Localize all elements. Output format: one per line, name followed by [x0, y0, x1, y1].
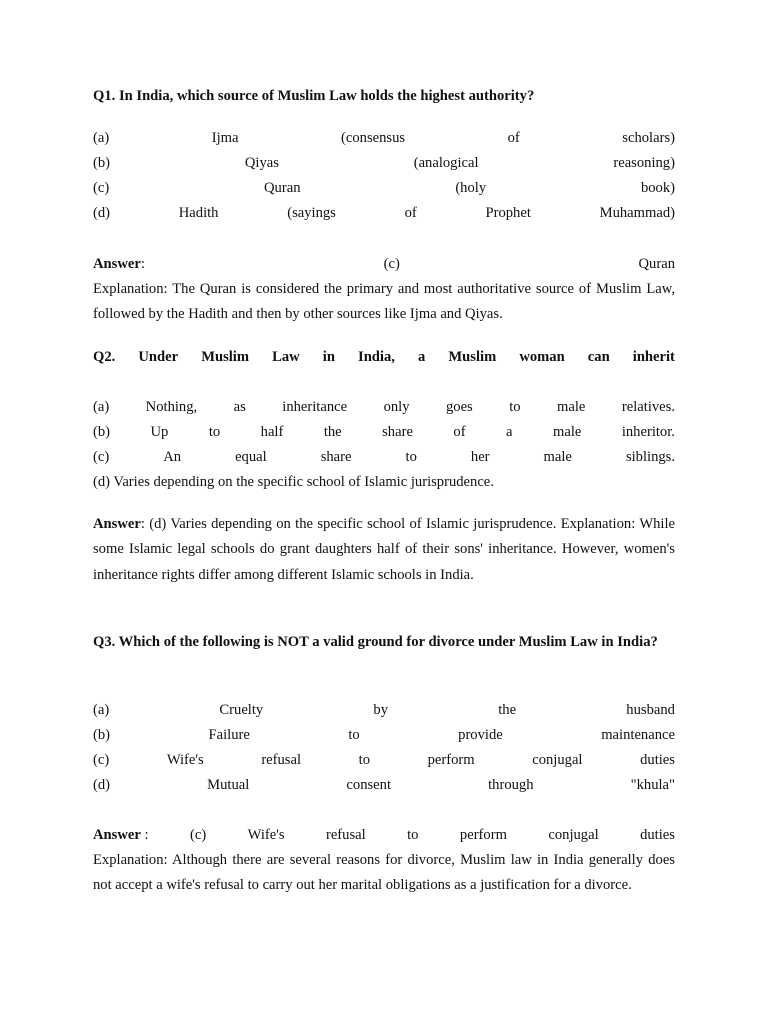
option-word: (holy: [455, 180, 487, 196]
q3-explanation: Explanation: Although there are several reasons for divorce, Muslim law in India generally does not accept a wife's refusal to carry out her marital obligations as a justification for a divorce.: [93, 852, 675, 894]
answer-word: (c): [383, 256, 400, 272]
q3-option-a: [93, 698, 675, 723]
q1-option-d: [93, 201, 675, 226]
option-word: Wife's: [166, 752, 204, 768]
q3-option-d: [93, 773, 675, 798]
option-word: to: [358, 752, 370, 768]
option-word: of: [404, 205, 417, 221]
option-word: goes: [445, 399, 473, 415]
answer-word: Quran: [638, 256, 675, 272]
option-word: of: [453, 424, 466, 440]
answer-word: Wife's: [247, 827, 285, 843]
title-word: inherit: [632, 349, 675, 365]
option-word: as: [233, 399, 246, 415]
option-word: (d): [93, 777, 111, 793]
option-word: book): [640, 180, 675, 196]
option-word: equal: [235, 449, 267, 465]
question-1-title: Q1. In India, which source of Muslim Law holds the highest authority?: [93, 88, 535, 104]
option-word: Qiyas: [244, 155, 279, 171]
option-word: (b): [93, 424, 111, 440]
title-word: woman: [519, 349, 565, 365]
question-2-title: [93, 345, 675, 370]
q2-option-c: [93, 445, 675, 470]
answer-colon: :: [144, 827, 149, 843]
q1-option-c: [93, 176, 675, 201]
option-word: Ijma: [211, 130, 239, 146]
option-word: to: [509, 399, 521, 415]
option-word: Mutual: [207, 777, 250, 793]
option-word: by: [373, 702, 389, 718]
option-word: Prophet: [485, 205, 531, 221]
option-word: provide: [458, 727, 503, 743]
option-word: refusal: [261, 752, 302, 768]
option-word: her: [470, 449, 490, 465]
title-word: Law: [272, 349, 300, 365]
title-word: India,: [358, 349, 395, 365]
option-word: maintenance: [601, 727, 675, 743]
answer-word: (c): [190, 827, 207, 843]
q1-explanation: Explanation: The Quran is considered the primary and most authoritative source of Muslim Law, followed by the Hadith and then by other sources like Ijma and Qiyas.: [93, 281, 675, 323]
title-word: Muslim: [201, 349, 250, 365]
answer-word: refusal: [325, 827, 366, 843]
option-word: duties: [640, 752, 675, 768]
option-word: (consensus: [341, 130, 406, 146]
answer-label: Answer: [93, 827, 141, 843]
option-word: to: [348, 727, 360, 743]
answer-word: conjugal: [548, 827, 599, 843]
option-word: inheritance: [282, 399, 348, 415]
answer-label: Answer: [93, 516, 141, 532]
answer-word: perform: [459, 827, 507, 843]
title-word: a: [418, 349, 426, 365]
option-word: siblings.: [625, 449, 675, 465]
option-word: half: [260, 424, 284, 440]
option-word: Nothing,: [145, 399, 198, 415]
option-word: through: [488, 777, 534, 793]
title-word: Muslim: [448, 349, 497, 365]
q2-option-b: [93, 420, 675, 445]
option-word: scholars): [622, 130, 675, 146]
q3-option-c: [93, 748, 675, 773]
title-word: can: [587, 349, 610, 365]
answer-word: to: [407, 827, 419, 843]
title-word: Q2.: [93, 349, 116, 365]
option-word: (a): [93, 399, 110, 415]
option-word: male: [557, 399, 586, 415]
option-word: husband: [626, 702, 675, 718]
option-word: Quran: [264, 180, 301, 196]
option-word: Failure: [208, 727, 250, 743]
q2-answer-explanation: [93, 512, 675, 588]
answer-label-group: [93, 252, 145, 277]
answer-label: Answer: [93, 256, 141, 272]
option-word: (c): [93, 180, 110, 196]
option-word: to: [208, 424, 221, 440]
option-word: consent: [346, 777, 392, 793]
q3-answer-line: [93, 823, 675, 848]
option-word: (b): [93, 727, 111, 743]
option-word: perform: [427, 752, 475, 768]
option-word: (analogical: [413, 155, 479, 171]
option-word: male: [543, 449, 572, 465]
option-word: the: [323, 424, 342, 440]
q3-option-b: [93, 723, 675, 748]
option-word: Muhammad): [599, 205, 675, 221]
option-word: reasoning): [613, 155, 675, 171]
option-word: An: [163, 449, 182, 465]
option-word: a: [506, 424, 513, 440]
option-word: (b): [93, 155, 111, 171]
answer-word: duties: [640, 827, 675, 843]
option-word: (c): [93, 752, 110, 768]
option-word: (d): [93, 205, 111, 221]
option-word: (c): [93, 449, 110, 465]
option-word: male: [552, 424, 582, 440]
option-word: (sayings: [287, 205, 336, 221]
option-word: to: [405, 449, 417, 465]
title-word: in: [322, 349, 335, 365]
option-word: only: [383, 399, 410, 415]
q1-option-b: [93, 151, 675, 176]
q2-option-a: [93, 395, 675, 420]
option-word: the: [498, 702, 517, 718]
option-word: inheritor.: [621, 424, 675, 440]
option-word: share: [382, 424, 413, 440]
option-word: (a): [93, 702, 110, 718]
option-word: of: [507, 130, 520, 146]
q2-option-d: (d) Varies depending on the specific school of Islamic jurisprudence.: [93, 474, 494, 490]
option-word: share: [320, 449, 352, 465]
option-word: conjugal: [532, 752, 583, 768]
option-word: Cruelty: [219, 702, 264, 718]
option-word: "khula": [630, 777, 675, 793]
option-word: (a): [93, 130, 110, 146]
answer-label-group: [93, 823, 149, 848]
option-word: Up: [150, 424, 169, 440]
option-word: relatives.: [621, 399, 675, 415]
answer-colon: :: [140, 256, 145, 272]
q1-answer-line: [93, 252, 675, 277]
answer-text: : (d) Varies depending on the specific school of Islamic jurisprudence. Explanation: While some Islamic legal schools do grant daughters half of their sons' inheritance. However, women's inheritance rights differ among different Islamic schools in India.: [93, 516, 675, 583]
title-word: Under: [138, 349, 179, 365]
question-3-title: Q3. Which of the following is NOT a valid ground for divorce under Muslim Law in India?: [93, 634, 658, 650]
q1-option-a: [93, 126, 675, 151]
option-word: Hadith: [178, 205, 219, 221]
